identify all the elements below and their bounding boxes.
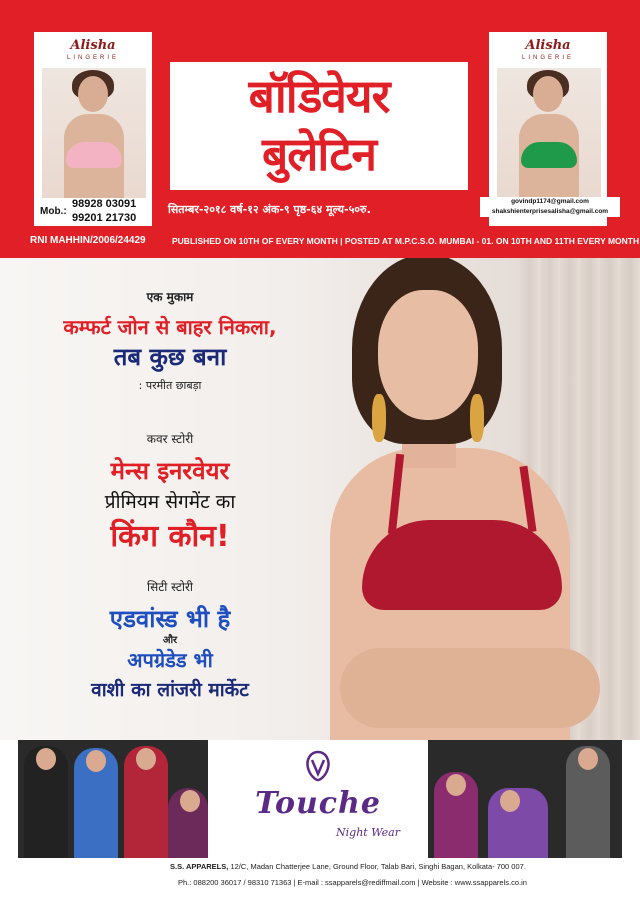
touche-logo-icon <box>300 748 336 784</box>
ad-model-photo <box>42 68 146 198</box>
model-face <box>378 290 478 420</box>
story-1-byline: : परमीत छाबड़ा <box>138 379 202 392</box>
story-1-kicker: एक मुकाम <box>146 290 194 304</box>
ad-emails <box>480 197 620 217</box>
story-3-headline-2: अपग्रेडेड भी <box>127 648 213 672</box>
email-2: shakshienterprisesalisha@gmail.com <box>480 207 620 217</box>
red-bra <box>362 520 562 610</box>
cover-photo <box>0 258 640 740</box>
ad-brand: Alisha <box>525 38 571 53</box>
title-line-1: बॉडिवेयर <box>248 69 390 123</box>
title-line-2: बुलेटिन <box>261 127 377 181</box>
pink-bra <box>66 142 122 168</box>
ad-brand: Alisha <box>70 38 116 53</box>
ad-brand-sub: LINGERIE <box>521 55 574 61</box>
earring-right <box>470 394 484 442</box>
model-face <box>78 76 108 112</box>
nightwear-model <box>566 746 610 858</box>
story-3-and: और <box>162 635 178 646</box>
ad-model-photo <box>497 68 601 198</box>
mobile-number-1: 98928 03091 <box>72 198 137 210</box>
mobile-numbers <box>72 197 136 225</box>
ad-brand-sub: LINGERIE <box>66 55 119 61</box>
story-2-headline-3: किंग कौन! <box>110 519 230 554</box>
story-2-headline-1: मेन्स इनरवेयर <box>110 457 230 485</box>
nightwear-model <box>74 748 118 858</box>
ad-photo-strip <box>18 740 622 858</box>
mobile-number-2: 99201 21730 <box>72 212 137 224</box>
touche-logo-panel <box>208 740 428 858</box>
issue-info: सितम्बर-२०१८ वर्ष-१२ अंक-९ पृष्ठ-६४ मूल्य-५०रु. <box>168 203 371 216</box>
story-1-headline-1: कम्फर्ट जोन से बाहर निकला, <box>63 315 277 339</box>
touche-ad <box>0 740 640 898</box>
masthead <box>0 0 640 258</box>
story-3-kicker: सिटी स्टोरी <box>146 580 194 594</box>
green-bra <box>521 142 577 168</box>
mobile-label: Mob.: <box>40 206 67 217</box>
nightwear-model <box>488 788 548 858</box>
nightwear-model <box>434 772 478 858</box>
company-name: S.S. APPARELS, <box>170 862 229 871</box>
model-face <box>533 76 563 112</box>
nightwear-model <box>24 746 68 858</box>
magazine-title <box>170 62 468 190</box>
rni-number: RNI MAHHIN/2006/24429 <box>30 235 146 246</box>
story-2-kicker: कवर स्टोरी <box>146 432 194 446</box>
touche-brand: Touche <box>255 786 381 821</box>
model-arm <box>340 648 600 728</box>
nightwear-model <box>124 746 168 858</box>
nightwear-model <box>168 788 208 858</box>
alisha-ad-left <box>34 32 152 226</box>
publish-bar <box>0 226 640 256</box>
touche-subtitle: Night Wear <box>336 826 400 839</box>
story-1-headline-2: तब कुछ बना <box>113 343 227 371</box>
email-1: govindp1174@gmail.com <box>480 197 620 207</box>
publish-info: PUBLISHED ON 10TH OF EVERY MONTH | POSTED AT M.P.C.S.O. MUMBAI - 01. ON 10TH AND 11TH EVERY MONTH <box>172 236 640 246</box>
ad-address <box>170 862 526 871</box>
ad-contact: Ph.: 088200 36017 / 98310 71363 | E-mail : ssapparels@rediffmail.com | Website : www.ssapparels.co.in <box>178 878 527 887</box>
company-address: 12/C, Madan Chatterjee Lane, Ground Floor, Talab Bari, Singhi Bagan, Kolkata- 700 007. <box>228 862 526 871</box>
story-2-headline-2: प्रीमियम सेगमेंट का <box>104 491 236 513</box>
earring-left <box>372 394 386 442</box>
story-3-headline-1: एडवांस्ड भी है <box>109 605 231 633</box>
story-3-headline-3: वाशी का लांजरी मार्केट <box>91 679 249 701</box>
